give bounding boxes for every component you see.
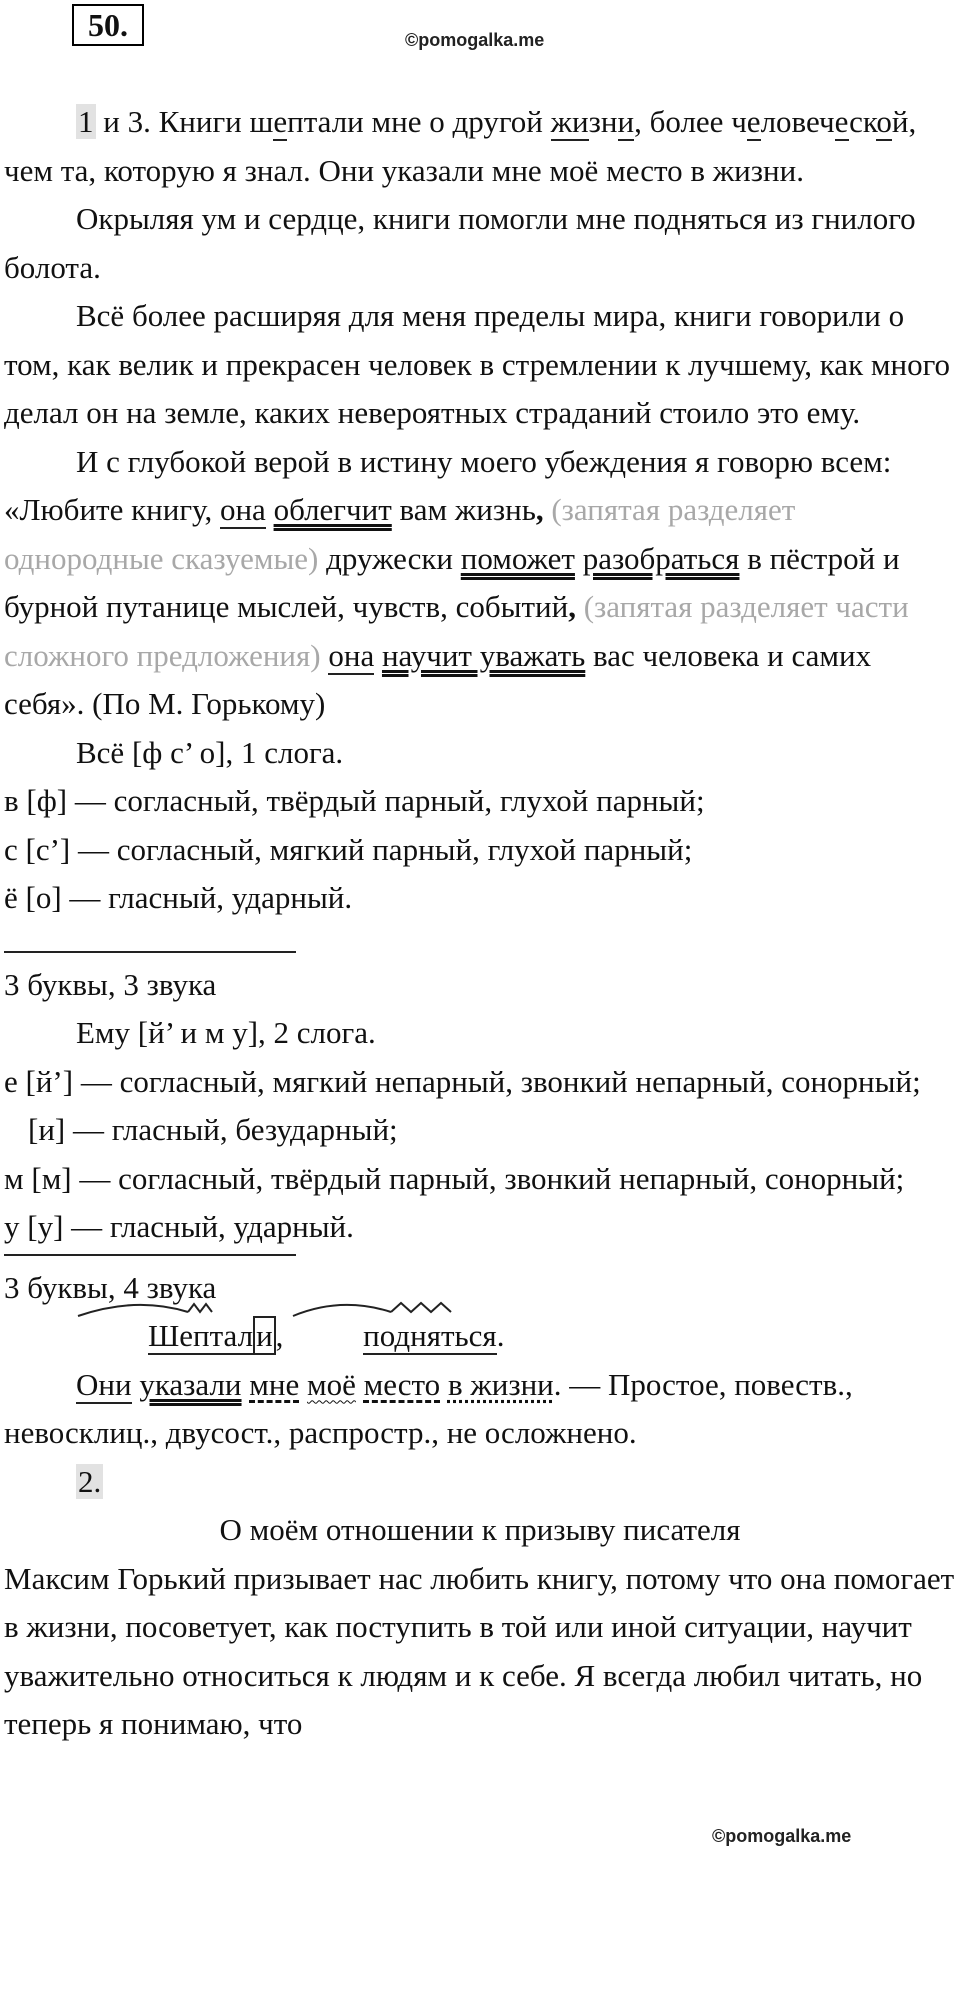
phonetic-line: м [м] — согласный, твёрдый парный, звонкий непарный, сонорный;: [4, 1160, 905, 1196]
divider-line: [4, 951, 296, 953]
phonetic-line: в [ф] — согласный, твёрдый парный, глухой парный;: [4, 783, 705, 818]
paragraph-2: Окрыляя ум и сердце, книги помогли мне подняться из гнилого болота.: [4, 201, 916, 285]
spelling-mark: е: [834, 104, 850, 139]
phonetic-line: у [у] — гласный, ударный.: [4, 1209, 354, 1244]
subject-underline: она: [328, 637, 375, 673]
spelling-mark: е: [746, 104, 761, 139]
subject-underline: Они: [76, 1366, 132, 1402]
spelling-mark: и: [617, 104, 635, 139]
predicate-underline: облегчит: [273, 492, 392, 527]
paragraph-1: 1 и 3. Книги шептали мне о другой жизни, более человеческой, чем та, которую я знал. Они указали мне моё место в жизни.: [4, 104, 917, 188]
comment-gray: (запятая разделяет части сложного предложения): [4, 589, 909, 673]
phonetic-line: е [й’] — согласный, мягкий непарный, звонкий непарный, сонорный;: [4, 1063, 921, 1099]
task-2-number: 2.: [78, 1463, 102, 1499]
spelling-mark: е: [273, 104, 288, 139]
predicate-underline: научит уважать: [381, 637, 586, 673]
comma-mark: ,: [568, 589, 576, 624]
root-arc-icon: [76, 1298, 226, 1318]
comment-gray: (запятая разделяет однородные сказуемые): [4, 492, 796, 576]
phonetic-line: с [с’] — согласный, мягкий парный, глухой парный;: [4, 831, 693, 867]
essay-body: Максим Горький призывает нас любить книгу, потому что она помогает в жизни, посоветует, как поступить в той или иной ситуации, научит уважительно относиться к людям и к себе. Я всегда любил читать, но теперь я понимаю, что: [4, 1560, 955, 1741]
watermark-top: ©pomogalka.me: [405, 30, 545, 50]
divider-line: [4, 1254, 296, 1256]
attribute-underline: моё: [307, 1366, 356, 1402]
essay-title: О моём отношении к призыву писателя: [219, 1512, 741, 1547]
phonetic-summary: 3 буквы, 4 звука: [4, 1269, 217, 1305]
exercise-number: 50.: [72, 4, 144, 46]
paragraph-4: И с глубокой верой в истину моего убеждения я говорю всем: «Любите книгу, она облегчит вам жизнь, (запятая разделяет однородные сказуемые) дружески поможет разобраться в пёстрой и бурной путанице мыслей, чувств, событий, (запятая разделяет части сложного предложения) она научит уважать вас человека и самих себя». (По М. Горькому): [4, 443, 909, 721]
phonetic-word-2-title: Ему [й’ и м у], 2 слога.: [76, 1015, 376, 1050]
ending-box: и: [253, 1316, 276, 1355]
spelling-mark: жи: [550, 104, 589, 139]
predicate-underline: разобраться: [582, 540, 740, 576]
phonetic-summary: 3 буквы, 3 звука: [4, 966, 217, 1002]
phonetic-word-1-title: Всё [ф с’ о], 1 слога.: [76, 734, 344, 770]
subject-underline: она: [219, 492, 266, 527]
object-underline: мне: [249, 1366, 300, 1402]
morpheme-word-2: подняться: [291, 1312, 497, 1361]
predicate-underline: указали: [139, 1366, 242, 1402]
sentence-parsing: Они указали мне моё место в жизни. — Простое, повеств., невосклиц., двусост., распростр., не осложнено.: [4, 1366, 853, 1450]
watermark-bottom: ©pomogalka.me: [712, 1826, 852, 1846]
root-arc-icon: [291, 1298, 461, 1318]
phonetic-line: ё [о] — гласный, ударный.: [4, 880, 353, 915]
morpheme-analysis: Шептали, подняться.: [4, 1312, 956, 1361]
spelling-mark: о: [876, 104, 892, 139]
main-text: [4, 98, 956, 1749]
task-number-highlight: 1: [78, 104, 94, 139]
phonetic-line: [и] — гласный, безударный;: [28, 1112, 398, 1147]
object-underline: место: [363, 1366, 441, 1402]
morpheme-word-1: Шептали: [76, 1312, 276, 1361]
predicate-underline: поможет: [460, 540, 575, 576]
comma-mark: ,: [535, 492, 544, 527]
adverbial-underline: в жизни: [447, 1366, 554, 1402]
paragraph-3: Всё более расширяя для меня пределы мира, книги говорили о том, как велик и прекрасен человек в стремлении к лучшему, как много делал он на земле, каких невероятных страданий стоило это ему.: [4, 298, 951, 430]
